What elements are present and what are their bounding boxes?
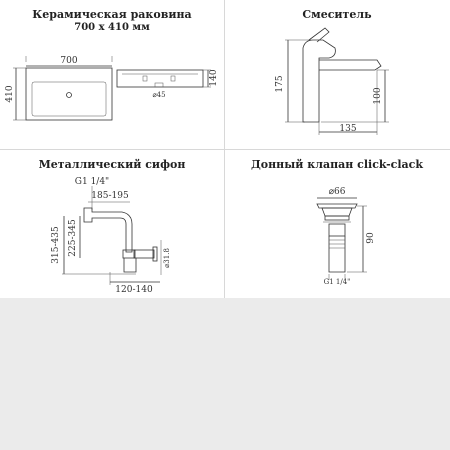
faucet-title: Смеситель [302,8,372,21]
sink-panel [0,0,224,148]
siphon-panel [0,150,224,298]
valve-diameter-label: ⌀66 [328,187,346,197]
sink-side-view [117,70,203,87]
faucet-spout-height-label: 100 [373,87,383,105]
faucet-panel [225,0,449,148]
siphon-diameter-label: ⌀31.8 [163,248,171,268]
sink-outline [26,68,112,120]
page-background [0,298,450,450]
faucet-height-label: 175 [275,75,285,93]
faucet-drawing [225,0,449,148]
siphon-bottom-range-label: 120-140 [115,285,153,295]
siphon-outer-range-label: 315-435 [51,226,61,264]
siphon-bottle [124,258,136,272]
sink-drain-label: ⌀45 [152,91,166,99]
siphon-drawing [0,150,224,298]
valve-title: Донный клапан click-clack [251,158,423,171]
siphon-title: Металлический сифон [38,158,186,171]
valve-cap [317,204,357,208]
faucet-spout [319,60,381,70]
sink-subtitle: 700 x 410 мм [74,22,150,33]
sink-title: Керамическая раковина [32,8,192,21]
sink-bowl [32,82,106,116]
siphon-inner-range-label: 225-345 [68,219,78,257]
sink-width-label: 700 [60,56,78,66]
sink-drain-hole [67,93,72,98]
valve-thread-label: G1 1/4" [323,278,351,286]
valve-height-label: 90 [366,232,376,244]
siphon-top-range-label: 185-195 [91,191,129,201]
siphon-outlet [134,250,154,258]
siphon-joint [123,250,135,258]
horizontal-divider [0,149,450,150]
siphon-thread-label: G1 1/4" [74,177,110,187]
sink-depth-label: 140 [209,69,219,87]
sink-height-label: 410 [5,85,15,103]
faucet-body [303,40,335,122]
valve-panel [225,150,449,298]
valve-flange [322,208,352,216]
valve-body [329,236,345,272]
sink-drawing [0,0,224,148]
valve-nut [329,224,345,236]
valve-drawing [225,150,449,298]
faucet-reach-label: 135 [339,124,357,134]
siphon-pipe [84,208,132,252]
